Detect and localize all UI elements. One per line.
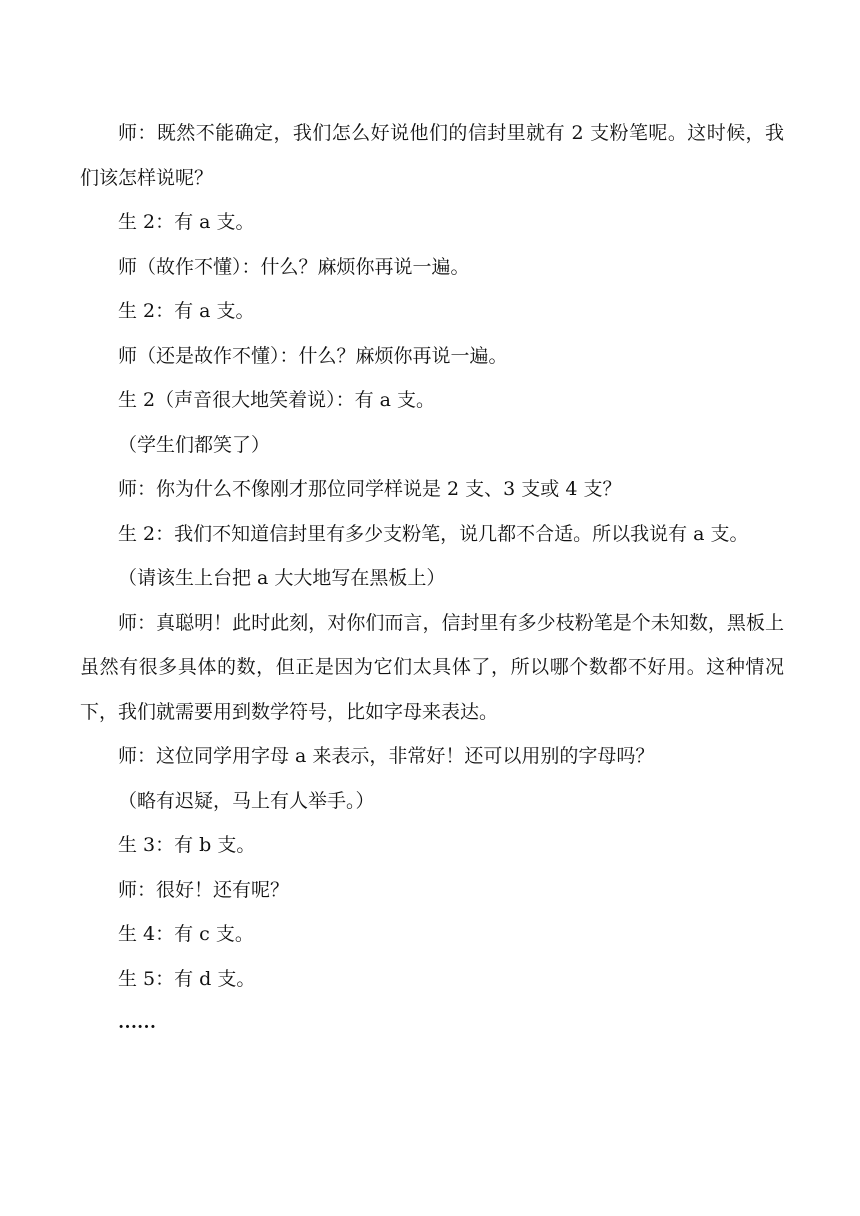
paragraph-teacher-question: 师：既然不能确定，我们怎么好说他们的信封里就有 2 支粉笔呢。这时候，我们该怎样说呢？ <box>80 122 784 189</box>
paragraph-teacher-explanation: 师：真聪明！此时此刻，对你们而言，信封里有多少枝粉笔是个未知数，黑板上虽然有很多具体的数，但正是因为它们太具体了，所以哪个数都不好用。这种情况下，我们就需要用到数学符号，比如字母来表达。 <box>80 611 784 723</box>
paragraph-stage-note: （学生们都笑了） <box>118 433 271 456</box>
paragraph-teacher-pretend: 师（故作不懂）：什么？麻烦你再说一遍。 <box>118 255 470 278</box>
paragraph-student-answer: 生 2（声音很大地笑着说）：有 a 支。 <box>118 389 436 411</box>
paragraph-stage-note: （略有迟疑，马上有人举手。） <box>118 789 375 812</box>
paragraph-student-answer: 生 2：有 a 支。 <box>118 300 255 322</box>
paragraph-student-answer: 生 5：有 d 支。 <box>118 967 256 990</box>
paragraph-teacher-pretend: 师（还是故作不懂）：什么？麻烦你再说一遍。 <box>118 344 508 367</box>
paragraph-student-answer: 生 2：有 a 支。 <box>118 211 255 233</box>
paragraph-ellipsis: …… <box>118 1012 156 1033</box>
paragraph-stage-note: （请该生上台把 a 大大地写在黑板上） <box>118 567 446 589</box>
paragraph-teacher-prompt: 师：很好！还有呢？ <box>118 878 290 901</box>
document-body <box>80 111 784 1046</box>
paragraph-student-answer: 生 4：有 c 支。 <box>118 923 254 945</box>
paragraph-teacher-question: 师：这位同学用字母 a 来表示，非常好！还可以用别的字母吗？ <box>118 745 655 767</box>
paragraph-student-answer: 生 2：我们不知道信封里有多少支粉笔，说几都不合适。所以我说有 a 支。 <box>118 522 749 545</box>
paragraph-student-answer: 生 3：有 b 支。 <box>118 834 256 856</box>
paragraph-teacher-question: 师：你为什么不像刚才那位同学样说是 2 支、3 支或 4 支？ <box>118 478 622 500</box>
